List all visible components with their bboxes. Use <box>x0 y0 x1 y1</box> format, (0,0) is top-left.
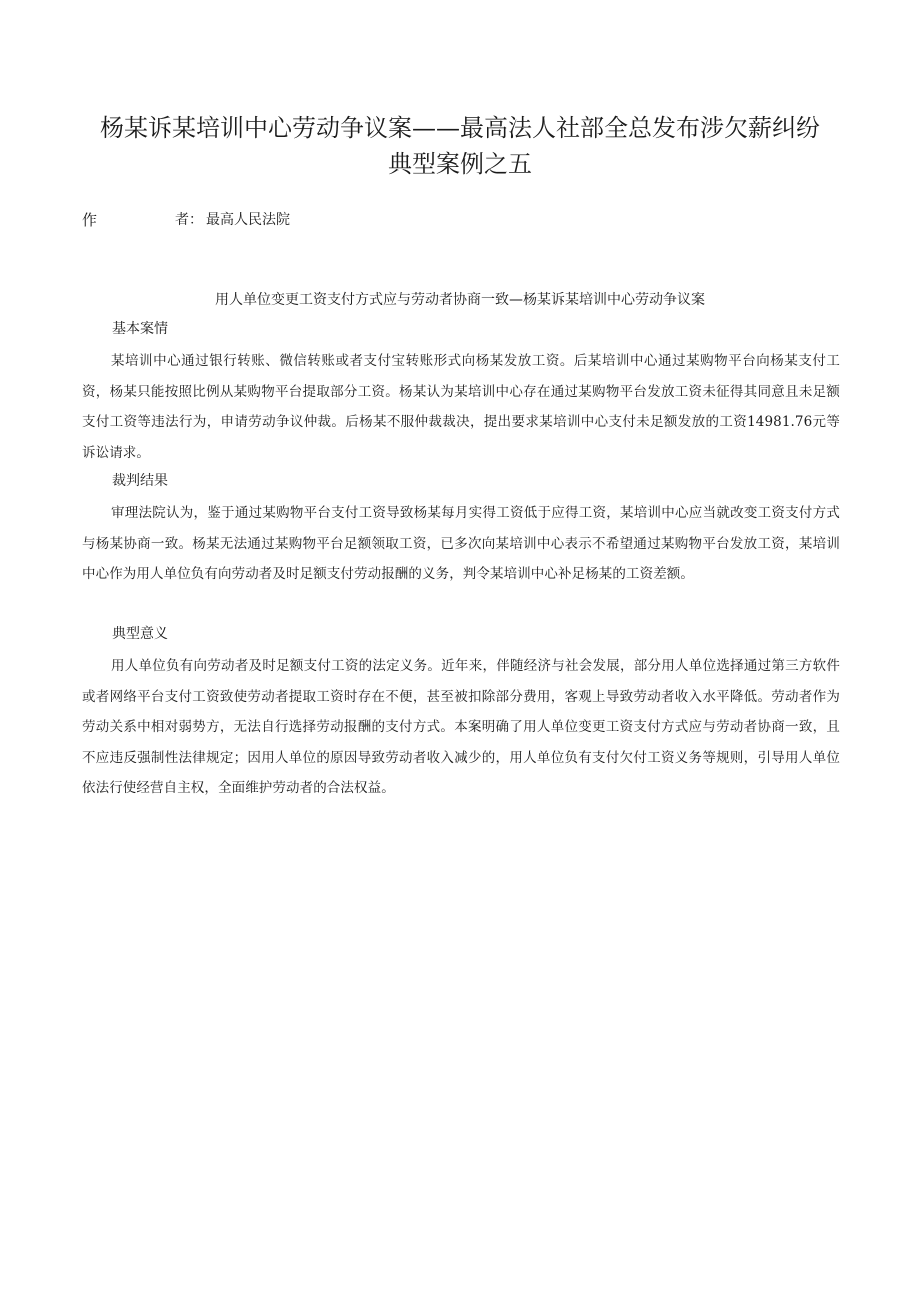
section-basic-facts <box>82 318 840 468</box>
author-label-part2: 者： <box>175 212 203 228</box>
section-body: 审理法院认为，鉴于通过某购物平台支付工资导致杨某每月实得工资低于应得工资，某培训中心应当就改变工资支付方式与杨某协商一致。杨某无法通过某购物平台足额领取工资，已多次向某培训中心表示不希望通过某购物平台发放工资，某培训中心作为用人单位负有向劳动者及时足额支付劳动报酬的义务，判令某培训中心补足杨某的工资差额。 <box>82 505 840 582</box>
section-typical-significance <box>82 623 840 804</box>
section-body: 用人单位负有向劳动者及时足额支付工资的法定义务。近年来，伴随经济与社会发展，部分用人单位选择通过第三方软件或者网络平台支付工资致使劳动者提取工资时存在不便，甚至被扣除部分费用，客观上导致劳动者收入水平降低。劳动者作为劳动关系中相对弱势方，无法自行选择劳动报酬的支付方式。本案明确了用人单位变更工资支付方式应与劳动者协商一致，且不应违反强制性法律规定；因用人单位的原因导致劳动者收入减少的，用人单位负有支付欠付工资义务等规则，引导用人单位依法行使经营自主权，全面维护劳动者的合法权益。 <box>82 658 840 796</box>
section-heading: 典型意义 <box>112 626 168 642</box>
section-judgment-result <box>82 470 840 590</box>
author-label-part1: 作 <box>82 211 98 229</box>
document-title: 杨某诉某培训中心劳动争议案——最高法人社部全总发布涉欠薪纠纷典型案例之五 <box>100 114 820 178</box>
author-value: 最高人民法院 <box>206 212 290 228</box>
section-heading: 基本案情 <box>112 321 168 337</box>
case-subtitle: 用人单位变更工资支付方式应与劳动者协商一致—杨某诉某培训中心劳动争议案 <box>215 292 705 308</box>
author-line <box>82 208 842 232</box>
section-heading: 裁判结果 <box>112 473 168 489</box>
section-body: 某培训中心通过银行转账、微信转账或者支付宝转账形式向杨某发放工资。后某培训中心通过某购物平台向杨某支付工资，杨某只能按照比例从某购物平台提取部分工资。杨某认为某培训中心存在通过某购物平台发放工资未征得其同意且未足额支付工资等违法行为，申请劳动争议仲裁。后杨某不服仲裁裁决，提出要求某培训中心支付未足额发放的工资14981.76元等诉讼请求。 <box>82 353 840 461</box>
